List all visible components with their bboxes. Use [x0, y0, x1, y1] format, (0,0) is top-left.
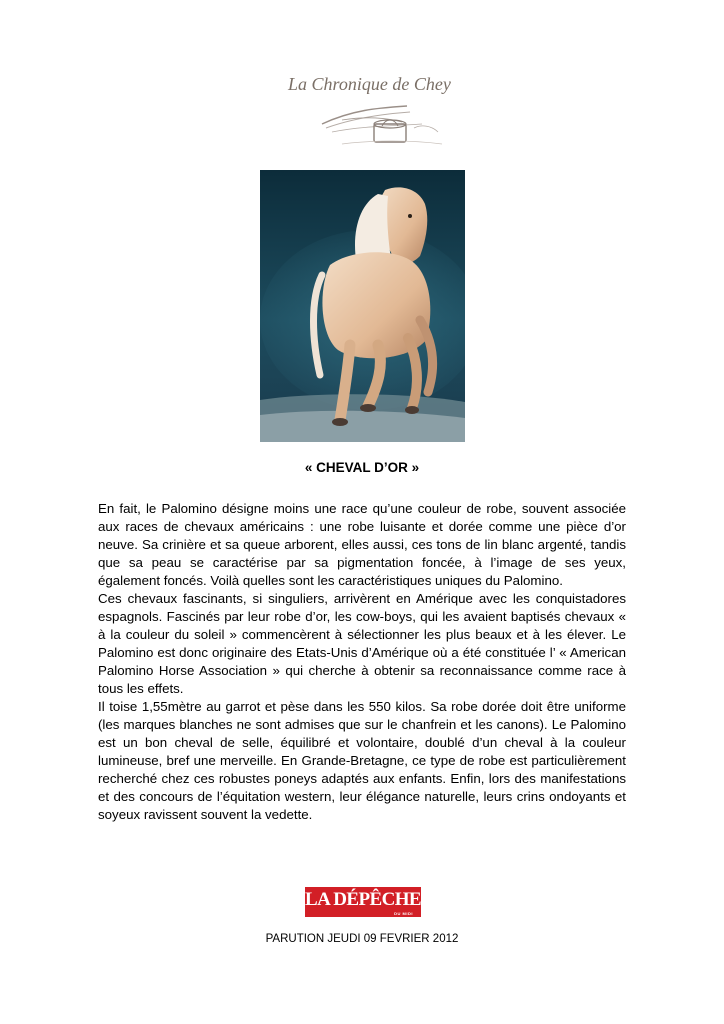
masthead-sub: DU MIDI	[394, 911, 413, 916]
article-paragraph: Il toise 1,55mètre au garrot et pèse dans les 550 kilos. Sa robe dorée doit être uniforme (les marques blanches ne sont admises que sur le chanfrein et les canons). Le Palomino est un bon cheval de selle, équilibré et volontaire, doublé d’un cheval à la couleur lumineuse, bref une merveille. En Grande-Bretagne, ce type de robe est particulièrement recherché chez ces robustes poneys adaptés aux enfants. Enfin, lors des manifestations et des concours de l’équitation western, leur élégance naturelle, leurs crins ondoyants et soyeux ravissent souvent la vedette.	[98, 699, 626, 822]
logo-title: La Chronique de Chey	[288, 74, 451, 94]
article-paragraph: Ces chevaux fascinants, si singuliers, arrivèrent en Amérique avec les conquistadores espagnols. Fascinés par leur robe d’or, les cow-boys, qui les avaient baptisés chevaux « à la couleur du soleil » commencèrent à sélectionner les plus beaux et à les élever. Le Palomino est donc originaire des Etats-Unis d’Amérique où a été constituée l’ « American Palomino Horse Association » qui cherche à obtenir sa reconnaissance comme race à tous les effets.	[98, 591, 626, 696]
article-title: « CHEVAL D’OR »	[304, 460, 420, 475]
palomino-horse-photo	[260, 170, 465, 442]
chronique-logo	[282, 66, 452, 154]
publication-date: PARUTION JEUDI 09 FEVRIER 2012	[265, 933, 459, 945]
masthead-name: LA DÉPÊCHE	[305, 889, 421, 910]
la-depeche-logo	[305, 887, 421, 917]
article-paragraph: En fait, le Palomino désigne moins une race qu’une couleur de robe, souvent associée aux races de chevaux américains : une robe luisante et dorée comme une pièce d’or neuve. Sa crinière et sa queue arborent, elles aussi, ces tons de lin blanc argenté, tandis que sa peau se caractérise par sa pigmentation foncée, à l’image de ses yeux, également foncés. Voilà quelles sont les caractéristiques uniques du Palomino.	[98, 501, 626, 588]
horse-photo-icon	[260, 170, 465, 442]
article-body	[98, 500, 626, 824]
